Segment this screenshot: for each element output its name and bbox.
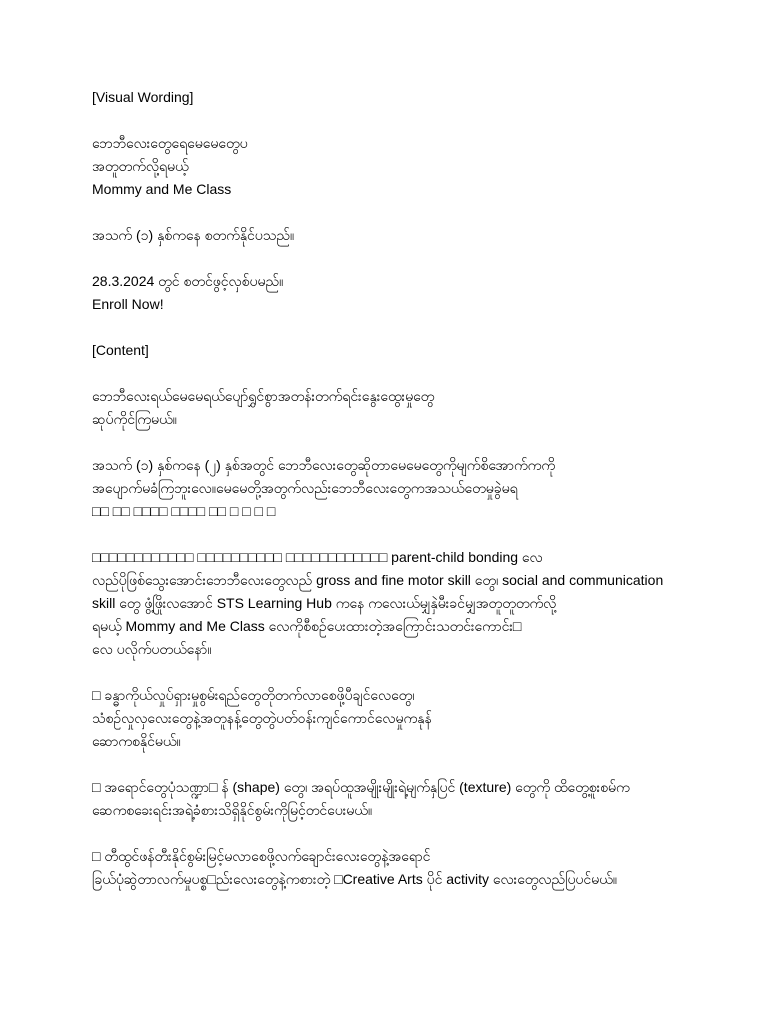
text-line: ဘေဘီလေးတွေရေမေမေတွေပ xyxy=(92,135,248,151)
text-line: 28.3.2024 တွင် စတင်ဖွင့်လှစ်ပမည်။ xyxy=(92,273,284,289)
text-line: [Content] xyxy=(92,342,149,358)
paragraph-bullet-motor xyxy=(92,684,692,753)
paragraph-date-enroll xyxy=(92,270,692,316)
document-body xyxy=(92,86,692,891)
text-line: ရမယ့် Mommy and Me Class လေကိုစီစဉ်ပေးထားတဲ့အကြောင်းသတင်းကောင်း□ xyxy=(92,618,522,634)
paragraph-intro xyxy=(92,385,692,431)
paragraph-gap xyxy=(92,362,692,385)
section-heading-content xyxy=(92,339,692,362)
paragraph-gap xyxy=(92,753,692,776)
paragraph-gap xyxy=(92,247,692,270)
paragraph-gap xyxy=(92,109,692,132)
text-line: □ တီထွင်ဖန်တီးနိုင်စွမ်းမြင့်မလာစေဖို့လက်ချောင်းလေးတွေနဲ့အရောင် xyxy=(92,848,431,864)
text-line: ဘေဘီလေးရယ်မေမေရယ်ပျော်ရွှင်စွာအတန်းတက်ရင်းနွေးထွေးမှုတွေ xyxy=(92,388,435,404)
text-line: ခြယ်ပုံဆွဲတာလက်မှုပစ္စ□ည်းလေးတွေနဲ့ကစားတဲ့ □Creative Arts ပိုင် activity လေးတွေလည်ပြပင်မယ်။ xyxy=(92,871,617,887)
paragraph-gap xyxy=(92,201,692,224)
text-line: ဆောကစနိုင်မယ်။ xyxy=(92,733,181,749)
text-line: အပျောက်မခံကြဘူးလေ။မေမေတို့အတွက်လည်းဘေဘီလေးတွေကအသယ်တေမှုခွဲမရ xyxy=(92,480,518,496)
text-line: လေ ပလိုက်ပတယ်နော်။ xyxy=(92,641,212,657)
text-line: ဆုပ်ကိုင်ကြမယ်။ xyxy=(92,411,177,427)
text-line: □ ခန္ဓာကိုယ်လှုပ်ရှားမှုစွမ်းရည်တွေတိုတက်လာစေဖို့ပီချင်လေတွေ၊ xyxy=(92,687,415,703)
paragraph-age-range xyxy=(92,454,692,523)
section-heading-visual-wording xyxy=(92,86,692,109)
text-line: [Visual Wording] xyxy=(92,89,194,105)
text-line: □ အရောင်တွေပုံသဏ္ဍာ□ န် (shape) တွေ၊ အရပ်ထူအမျိုးမျိုးရဲ့မျက်နှပြင် (texture) တွေကို ထိတွေ့စူးစမ်က xyxy=(92,779,630,795)
paragraph-bullet-creative xyxy=(92,845,692,891)
paragraph-gap xyxy=(92,431,692,454)
text-line: □□ □□ □□□□ □□□□ □□ □ □ □ □ xyxy=(92,503,276,519)
text-line: Mommy and Me Class xyxy=(92,181,232,197)
text-line: အသက် (၁) နှစ်ကနေ (၂) နှစ်အတွင် ဘေဘီလေးတွေဆိုတာမေမေတွေကိုမျက်စိအောက်ကကို xyxy=(92,457,556,473)
paragraph-bullet-shape xyxy=(92,776,692,822)
paragraph-gap xyxy=(92,822,692,845)
paragraph-gap xyxy=(92,316,692,339)
text-line: သံစဉ်လှုလှလေးတွေနဲ့အတူနန့်တွေတွဲပတ်ဝန်းကျင်ကောင်လေမှုကနုန် xyxy=(92,710,432,726)
text-line: □□□□□□□□□□□□ □□□□□□□□□□ □□□□□□□□□□□□ parent-child bonding လေ xyxy=(92,549,543,565)
paragraph-bonding xyxy=(92,546,692,661)
text-line: ဆေကစခေးရင်းအရဲ့ခံစားသိရှိနိုင်စွမ်းကိုမြင့်တင်ပေးမယ်။ xyxy=(92,802,373,818)
text-line: Enroll Now! xyxy=(92,296,164,312)
text-line: လည်ပိုဖြစ်သွေးအောင်းဘေဘီလေးတွေလည် gross and fine motor skill တွေ၊ social and communication xyxy=(92,572,664,588)
paragraph-age xyxy=(92,224,692,247)
paragraph-gap xyxy=(92,661,692,684)
paragraph-title-block xyxy=(92,132,692,201)
paragraph-gap xyxy=(92,523,692,546)
text-line: အသက် (၁) နှစ်ကနေ စတက်နိုင်ပသည်။ xyxy=(92,227,295,243)
text-line: အတူတက်လို့ရမယ့် xyxy=(92,158,189,174)
text-line: skill တွေ ဖွံ့ဖြိုးလအောင် STS Learning Hub ကနေ ကလေးယ်မျှနှဲမီးခင်မျှအတူတူတက်လို့ xyxy=(92,595,557,611)
